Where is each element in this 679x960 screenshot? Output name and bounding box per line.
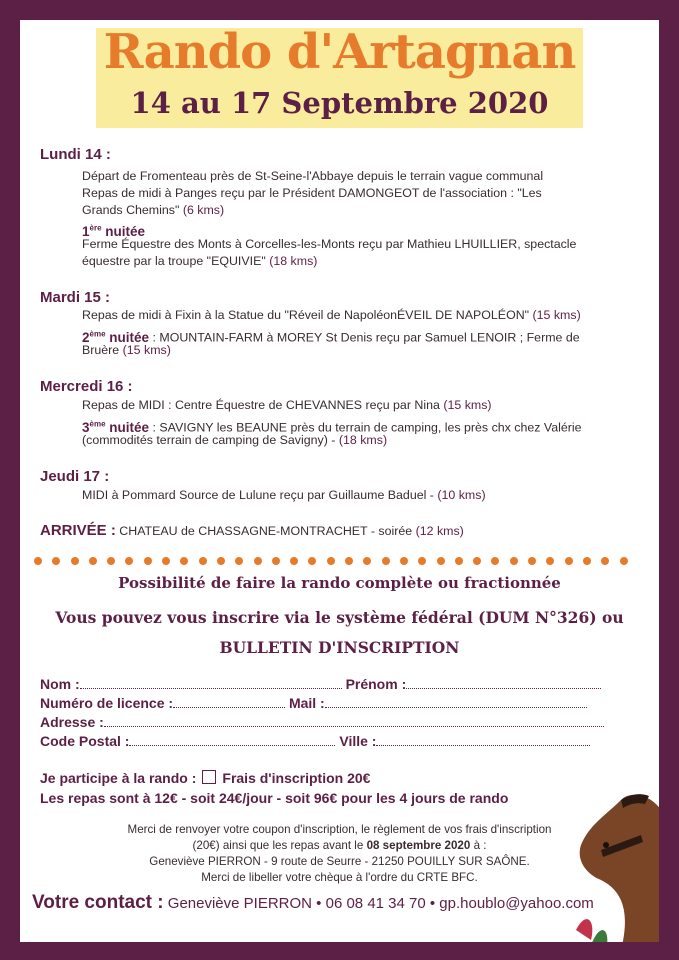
separator-dot [565, 557, 573, 565]
day-heading-lundi: Lundi 14 : [40, 146, 111, 163]
separator-dot [272, 557, 280, 565]
lundi-line-5: équestre par la troupe "EQUIVIE" (18 kms) [82, 254, 318, 268]
adresse-field[interactable] [104, 716, 604, 727]
separator-dot [455, 557, 463, 565]
separator-dot [254, 557, 262, 565]
separator-dot [71, 557, 79, 565]
flyer-page [20, 20, 659, 942]
separator-dot [144, 557, 152, 565]
form-row-nom [40, 676, 601, 692]
separator-dot [437, 557, 445, 565]
participe-checkbox[interactable] [202, 770, 216, 784]
mardi-nuitee: 2ème nuitée : MOUNTAIN-FARM à MOREY St Denis reçu par Samuel LENOIR ; Ferme de [82, 329, 580, 345]
lundi-nuitee: 1ère nuitée [82, 223, 146, 239]
arrivee-line: ARRIVÉE : CHATEAU de CHASSAGNE-MONTRACHET - soirée (12 kms) [40, 522, 464, 539]
mail-label: Mail : [288, 695, 325, 711]
participe-label: Je participe à la rando : [40, 770, 197, 786]
separator-dot [290, 557, 298, 565]
separator-dot [363, 557, 371, 565]
separator-dot [528, 557, 536, 565]
separator-dot [473, 557, 481, 565]
separator-dot [382, 557, 390, 565]
info-inscription: Vous pouvez vous inscrire via le système fédéral (DUM N°326) ou [55, 608, 624, 627]
ville-label: Ville : [339, 733, 377, 749]
contact-name: Geneviève PIERRON [167, 895, 313, 912]
separator-dot [34, 557, 42, 565]
event-title: Rando d'Artagnan [103, 24, 576, 80]
lundi-line-3: Grands Chemins" (6 kms) [82, 203, 225, 217]
separator-dot [180, 557, 188, 565]
separator-dot [107, 557, 115, 565]
nom-field[interactable] [80, 678, 342, 689]
separator-dot [125, 557, 133, 565]
day-heading-jeudi: Jeudi 17 : [40, 468, 110, 485]
separator-dot [235, 557, 243, 565]
adresse-label: Adresse : [40, 714, 104, 730]
repas-row: Les repas sont à 12€ - soit 24€/jour - soit 96€ pour les 4 jours de rando [40, 790, 509, 806]
licence-field[interactable] [173, 697, 285, 708]
lundi-line-4: Ferme Équestre des Monts à Corcelles-les-Monts reçu par Mathieu LHUILLIER, spectacle [82, 237, 577, 251]
separator-dot [491, 557, 499, 565]
separator-dot [620, 557, 628, 565]
separator-dot [199, 557, 207, 565]
merci-line-3: Geneviève PIERRON - 9 route de Seurre - 21250 POUILLY SUR SAÔNE. [149, 855, 530, 868]
merci-line-4: Merci de libeller votre chèque à l'ordre du CRTE BFC. [201, 871, 478, 884]
form-row-cp [40, 733, 590, 749]
nom-label: Nom : [40, 676, 80, 692]
prenom-field[interactable] [406, 678, 601, 689]
mercredi-nuitee: 3ème nuitée : SAVIGNY les BEAUNE près du terrain de camping, les près chx chez Valérie [82, 419, 582, 435]
separator-dot [418, 557, 426, 565]
participe-row [40, 770, 370, 786]
horse-illustration [561, 790, 659, 942]
frais-label: Frais d'inscription 20€ [222, 770, 371, 786]
separator-dot [162, 557, 170, 565]
licence-label: Numéro de licence : [40, 695, 174, 711]
lundi-line-1: Départ de Fromenteau près de St-Seine-l'Abbaye depuis le terrain vague communal [82, 169, 544, 183]
contact-phone: 06 08 41 34 70 [325, 895, 426, 912]
lundi-line-2: Repas de midi à Panges reçu par le Président DAMONGEOT de l'association : "Les [82, 186, 542, 200]
cp-label: Code Postal : [40, 733, 130, 749]
prenom-label: Prénom : [345, 676, 407, 692]
jeudi-line-1: MIDI à Pommard Source de Lulune reçu par Guillaume Baduel - (10 kms) [82, 488, 486, 502]
mardi-line-3: Bruère (15 kms) [82, 343, 171, 357]
separator-dot [345, 557, 353, 565]
cp-field[interactable] [129, 735, 335, 746]
merci-line-1: Merci de renvoyer votre coupon d'inscription, le règlement de vos frais d'inscription [127, 823, 552, 836]
merci-line-2: (20€) ainsi que les repas avant le 08 septembre 2020 à : [192, 839, 487, 852]
info-bulletin: BULLETIN D'INSCRIPTION [219, 638, 460, 657]
day-heading-mardi: Mardi 15 : [40, 289, 111, 306]
info-rando-complete: Possibilité de faire la rando complète ou fractionnée [118, 574, 561, 592]
separator-dot [52, 557, 60, 565]
ville-field[interactable] [376, 735, 590, 746]
contact-label: Votre contact : [32, 892, 164, 913]
mail-field[interactable] [325, 697, 587, 708]
separator-dot [308, 557, 316, 565]
contact-email[interactable]: gp.houblo@yahoo.com [439, 895, 594, 912]
form-row-licence [40, 695, 587, 711]
dotted-separator [34, 552, 644, 562]
form-row-adresse [40, 714, 604, 730]
mercredi-line-3: (commodités terrain de camping de Savigny) - (18 kms) [82, 433, 388, 447]
contact-line: Votre contact : Geneviève PIERRON • 06 08 41 34 70 • gp.houblo@yahoo.com [32, 892, 594, 913]
mardi-line-1: Repas de midi à Fixin à la Statue du "Réveil de NapoléonÉVEIL DE NAPOLÉON" (15 kms) [82, 308, 581, 322]
separator-dot [601, 557, 609, 565]
separator-dot [400, 557, 408, 565]
separator-dot [89, 557, 97, 565]
separator-dot [327, 557, 335, 565]
mercredi-line-1: Repas de MIDI : Centre Équestre de CHEVANNES reçu par Nina (15 kms) [82, 398, 492, 412]
separator-dot [546, 557, 554, 565]
separator-dot [510, 557, 518, 565]
separator-dot [217, 557, 225, 565]
day-heading-mercredi: Mercredi 16 : [40, 378, 133, 395]
separator-dot [583, 557, 591, 565]
event-dates: 14 au 17 Septembre 2020 [130, 86, 549, 120]
